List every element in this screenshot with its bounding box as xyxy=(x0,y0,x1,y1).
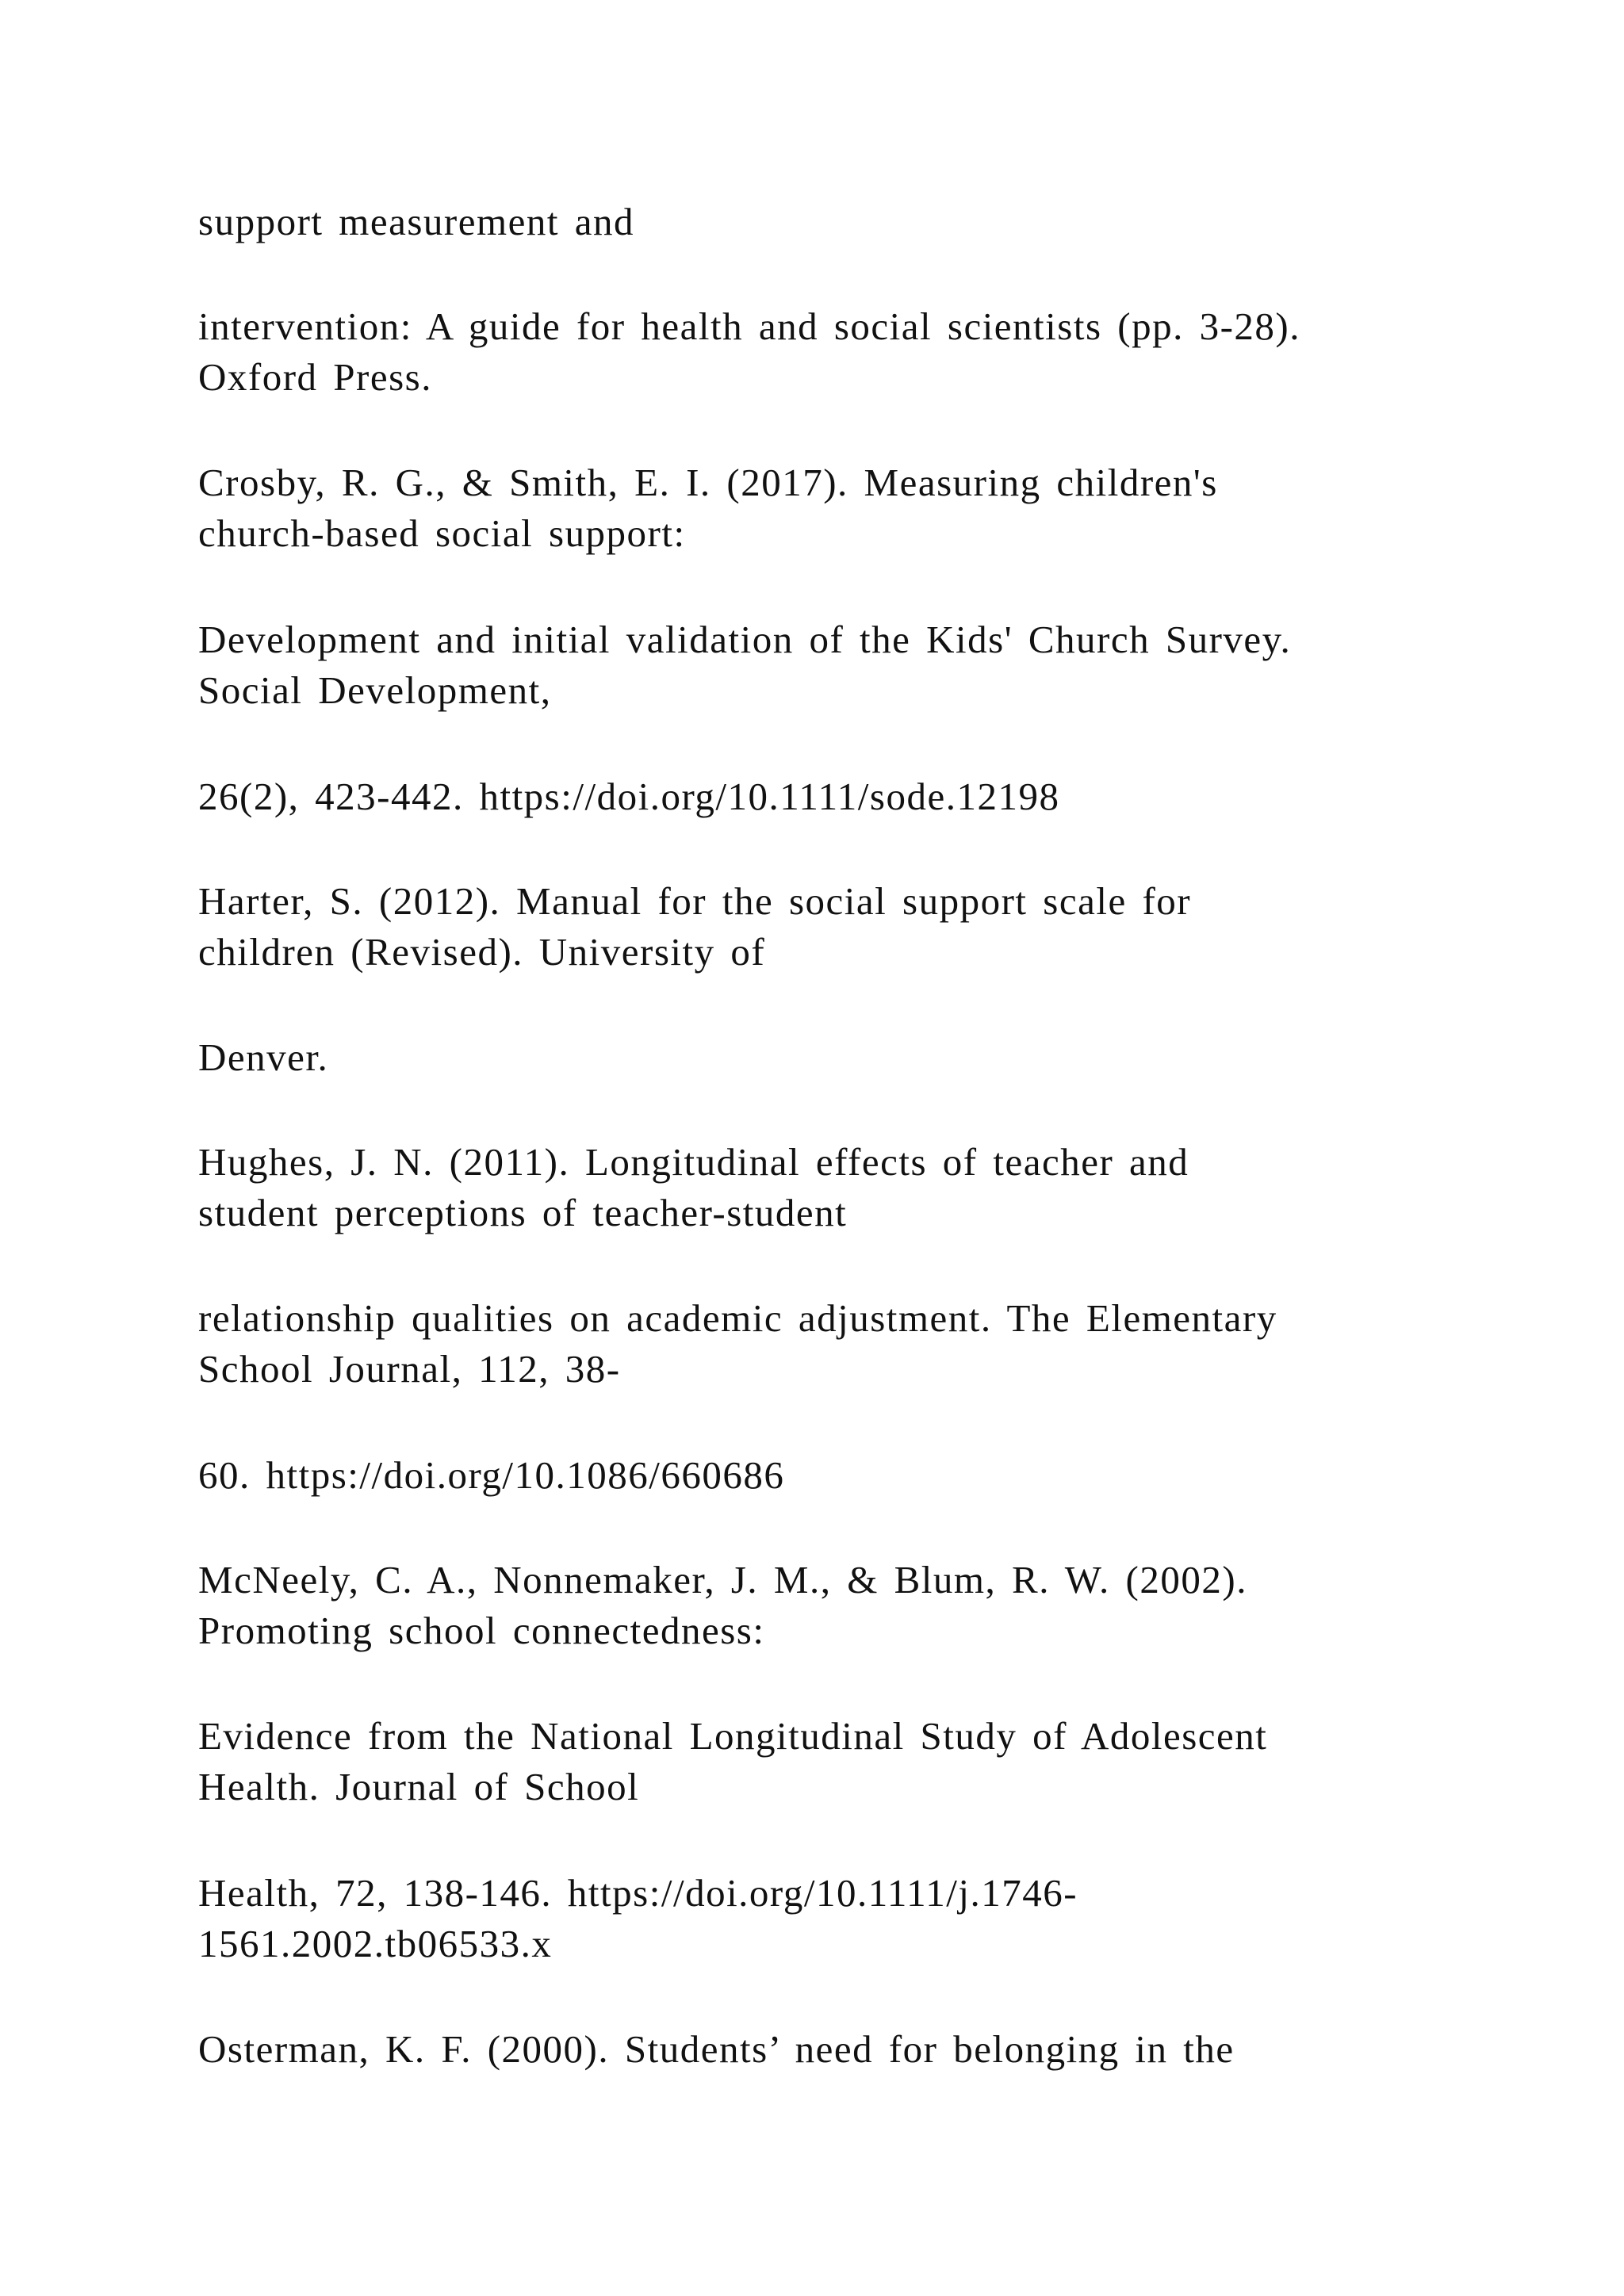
text-line: Harter, S. (2012). Manual for the social support scale for xyxy=(198,879,1192,923)
text-line: 1561.2002.tb06533.x xyxy=(198,1922,553,1965)
reference-crosby-smith-2017 xyxy=(198,457,1499,559)
reference-mcneely-2002-doi xyxy=(198,1868,1499,1969)
text-line: student perceptions of teacher-student xyxy=(198,1191,848,1234)
reference-fragment-intervention xyxy=(198,301,1499,403)
text-line: 60. https://doi.org/10.1086/660686 xyxy=(198,1453,785,1497)
text-line: relationship qualities on academic adjustment. The Elementary xyxy=(198,1296,1277,1340)
text-line: Oxford Press. xyxy=(198,355,432,399)
text-line: 26(2), 423-442. https://doi.org/10.1111/sode.12198 xyxy=(198,775,1060,818)
text-line: McNeely, C. A., Nonnemaker, J. M., & Blum, R. W. (2002). xyxy=(198,1558,1247,1601)
text-line: Health, 72, 138-146. https://doi.org/10.1111/j.1746- xyxy=(198,1871,1078,1915)
text-line: Hughes, J. N. (2011). Longitudinal effects of teacher and xyxy=(198,1140,1189,1184)
reference-hughes-2011 xyxy=(198,1137,1499,1238)
reference-hughes-2011-continued xyxy=(198,1293,1499,1395)
reference-harter-2012 xyxy=(198,876,1499,978)
text-line: church-based social support: xyxy=(198,511,686,555)
reference-harter-2012-continued xyxy=(198,1032,1499,1083)
reference-mcneely-2002-continued xyxy=(198,1711,1499,1812)
text-line: Promoting school connectedness: xyxy=(198,1609,765,1652)
reference-hughes-2011-doi xyxy=(198,1450,1499,1501)
text-line: Evidence from the National Longitudinal Study of Adolescent xyxy=(198,1714,1268,1758)
text-line: Denver. xyxy=(198,1035,329,1079)
reference-osterman-2000 xyxy=(198,2024,1499,2075)
reference-mcneely-2002 xyxy=(198,1555,1499,1656)
text-line: children (Revised). University of xyxy=(198,930,766,974)
reference-fragment-support-measurement xyxy=(198,197,1499,247)
text-line: Crosby, R. G., & Smith, E. I. (2017). Measuring children's xyxy=(198,461,1218,504)
text-line: Social Development, xyxy=(198,668,552,712)
reference-crosby-smith-2017-continued xyxy=(198,614,1499,716)
text-line: Osterman, K. F. (2000). Students’ need for belonging in the xyxy=(198,2027,1235,2071)
reference-crosby-smith-2017-doi xyxy=(198,771,1499,822)
text-line: Development and initial validation of the Kids' Church Survey. xyxy=(198,618,1292,661)
text-line: intervention: A guide for health and social scientists (pp. 3-28). xyxy=(198,304,1300,348)
text-line: School Journal, 112, 38- xyxy=(198,1347,621,1391)
text-line: support measurement and xyxy=(198,200,634,243)
text-line: Health. Journal of School xyxy=(198,1765,640,1808)
